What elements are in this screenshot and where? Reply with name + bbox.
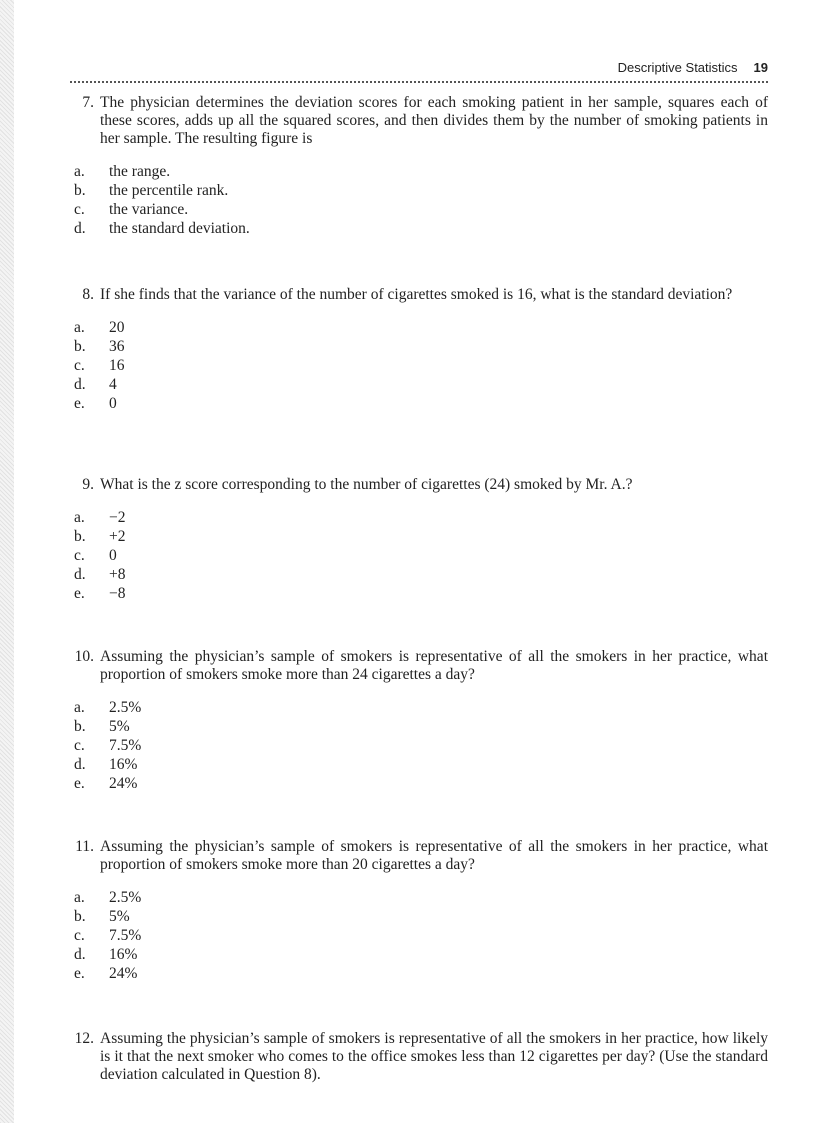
option-text: 24% (109, 775, 138, 792)
option-letter: c. (74, 357, 85, 374)
answer-option[interactable] (72, 698, 768, 717)
option-text: +8 (109, 566, 126, 583)
option-letter: e. (74, 775, 85, 792)
question-text: The physician determines the deviation scores for each smoking patient in her sample, squares each of these scores, adds up all the squared scores, and then divides them by the number of smoking patients in her sample. The resulting figure is (100, 94, 768, 147)
answer-option[interactable] (72, 181, 768, 200)
question-stem (72, 476, 768, 494)
option-text: 16 (109, 357, 125, 374)
page-edge-shading (0, 0, 14, 1123)
option-text: 2.5% (109, 699, 142, 716)
question-7 (72, 94, 768, 238)
option-text: 7.5% (109, 927, 142, 944)
option-text: 5% (109, 718, 130, 735)
answer-option[interactable] (72, 508, 768, 527)
answer-option[interactable] (72, 219, 768, 238)
option-text: 20 (109, 319, 125, 336)
question-8 (72, 286, 768, 413)
answer-option[interactable] (72, 907, 768, 926)
question-text: What is the z score corresponding to the number of cigarettes (24) smoked by Mr. A.? (100, 476, 633, 493)
option-letter: d. (74, 946, 86, 963)
option-letter: c. (74, 737, 85, 754)
option-text: 0 (109, 547, 117, 564)
option-letter: d. (74, 376, 86, 393)
question-11 (72, 838, 768, 983)
answer-option[interactable] (72, 565, 768, 584)
option-text: 2.5% (109, 889, 142, 906)
answer-option[interactable] (72, 337, 768, 356)
option-text: 16% (109, 946, 138, 963)
option-letter: b. (74, 338, 86, 355)
question-number: 7. (82, 94, 94, 111)
option-text: +2 (109, 528, 126, 545)
answer-option[interactable] (72, 375, 768, 394)
answer-option[interactable] (72, 945, 768, 964)
answer-options (72, 508, 768, 603)
option-letter: d. (74, 220, 86, 237)
answer-option[interactable] (72, 888, 768, 907)
option-letter: b. (74, 908, 86, 925)
question-stem (72, 1030, 768, 1084)
option-letter: c. (74, 547, 85, 564)
option-letter: a. (74, 319, 85, 336)
option-letter: b. (74, 528, 86, 545)
question-12 (72, 1030, 768, 1084)
question-10 (72, 648, 768, 793)
option-letter: c. (74, 927, 85, 944)
answer-option[interactable] (72, 527, 768, 546)
answer-option[interactable] (72, 318, 768, 337)
option-text: −2 (109, 509, 126, 526)
question-number: 10. (74, 648, 94, 665)
answer-options (72, 162, 768, 238)
option-text: 36 (109, 338, 125, 355)
option-letter: c. (74, 201, 85, 218)
answer-option[interactable] (72, 926, 768, 945)
option-letter: b. (74, 718, 86, 735)
answer-option[interactable] (72, 394, 768, 413)
answer-option[interactable] (72, 162, 768, 181)
option-letter: a. (74, 509, 85, 526)
option-text: 4 (109, 376, 117, 393)
answer-option[interactable] (72, 755, 768, 774)
option-letter: d. (74, 756, 86, 773)
option-text: 5% (109, 908, 130, 925)
answer-option[interactable] (72, 964, 768, 983)
question-9 (72, 476, 768, 603)
option-text: 16% (109, 756, 138, 773)
question-stem (72, 286, 768, 304)
question-number: 12. (74, 1030, 94, 1047)
answer-option[interactable] (72, 774, 768, 793)
answer-options (72, 318, 768, 413)
answer-option[interactable] (72, 584, 768, 603)
option-letter: e. (74, 585, 85, 602)
option-text: the standard deviation. (109, 220, 250, 237)
question-number: 8. (82, 286, 94, 303)
option-letter: a. (74, 699, 85, 716)
question-text: Assuming the physician’s sample of smokers is representative of all the smokers in her practice, how likely is it that the next smoker who comes to the office smokes less than 12 cigarettes per day? (Use the standard deviation calculated in Question 8). (100, 1030, 768, 1083)
option-letter: a. (74, 163, 85, 180)
question-number: 9. (82, 476, 94, 493)
answer-option[interactable] (72, 546, 768, 565)
option-text: −8 (109, 585, 126, 602)
answer-option[interactable] (72, 356, 768, 375)
question-stem (72, 648, 768, 684)
option-letter: e. (74, 395, 85, 412)
question-text: If she finds that the variance of the number of cigarettes smoked is 16, what is the standard deviation? (100, 286, 733, 303)
option-text: 24% (109, 965, 138, 982)
answer-option[interactable] (72, 736, 768, 755)
question-text: Assuming the physician’s sample of smokers is representative of all the smokers in her practice, what proportion of smokers smoke more than 20 cigarettes a day? (100, 838, 768, 873)
answer-option[interactable] (72, 200, 768, 219)
question-text: Assuming the physician’s sample of smokers is representative of all the smokers in her practice, what proportion of smokers smoke more than 24 cigarettes a day? (100, 648, 768, 683)
option-text: 7.5% (109, 737, 142, 754)
header-title: Descriptive Statistics (617, 60, 738, 75)
option-text: the range. (109, 163, 171, 180)
answer-options (72, 698, 768, 793)
option-text: the variance. (109, 201, 189, 218)
page-number: 19 (753, 60, 768, 75)
header-dotted-rule (70, 81, 768, 83)
option-letter: e. (74, 965, 85, 982)
option-letter: d. (74, 566, 86, 583)
question-number: 11. (75, 838, 94, 855)
answer-option[interactable] (72, 717, 768, 736)
question-stem (72, 838, 768, 874)
option-letter: b. (74, 182, 86, 199)
running-header (70, 60, 768, 80)
question-stem (72, 94, 768, 148)
option-letter: a. (74, 889, 85, 906)
option-text: 0 (109, 395, 117, 412)
answer-options (72, 888, 768, 983)
option-text: the percentile rank. (109, 182, 229, 199)
